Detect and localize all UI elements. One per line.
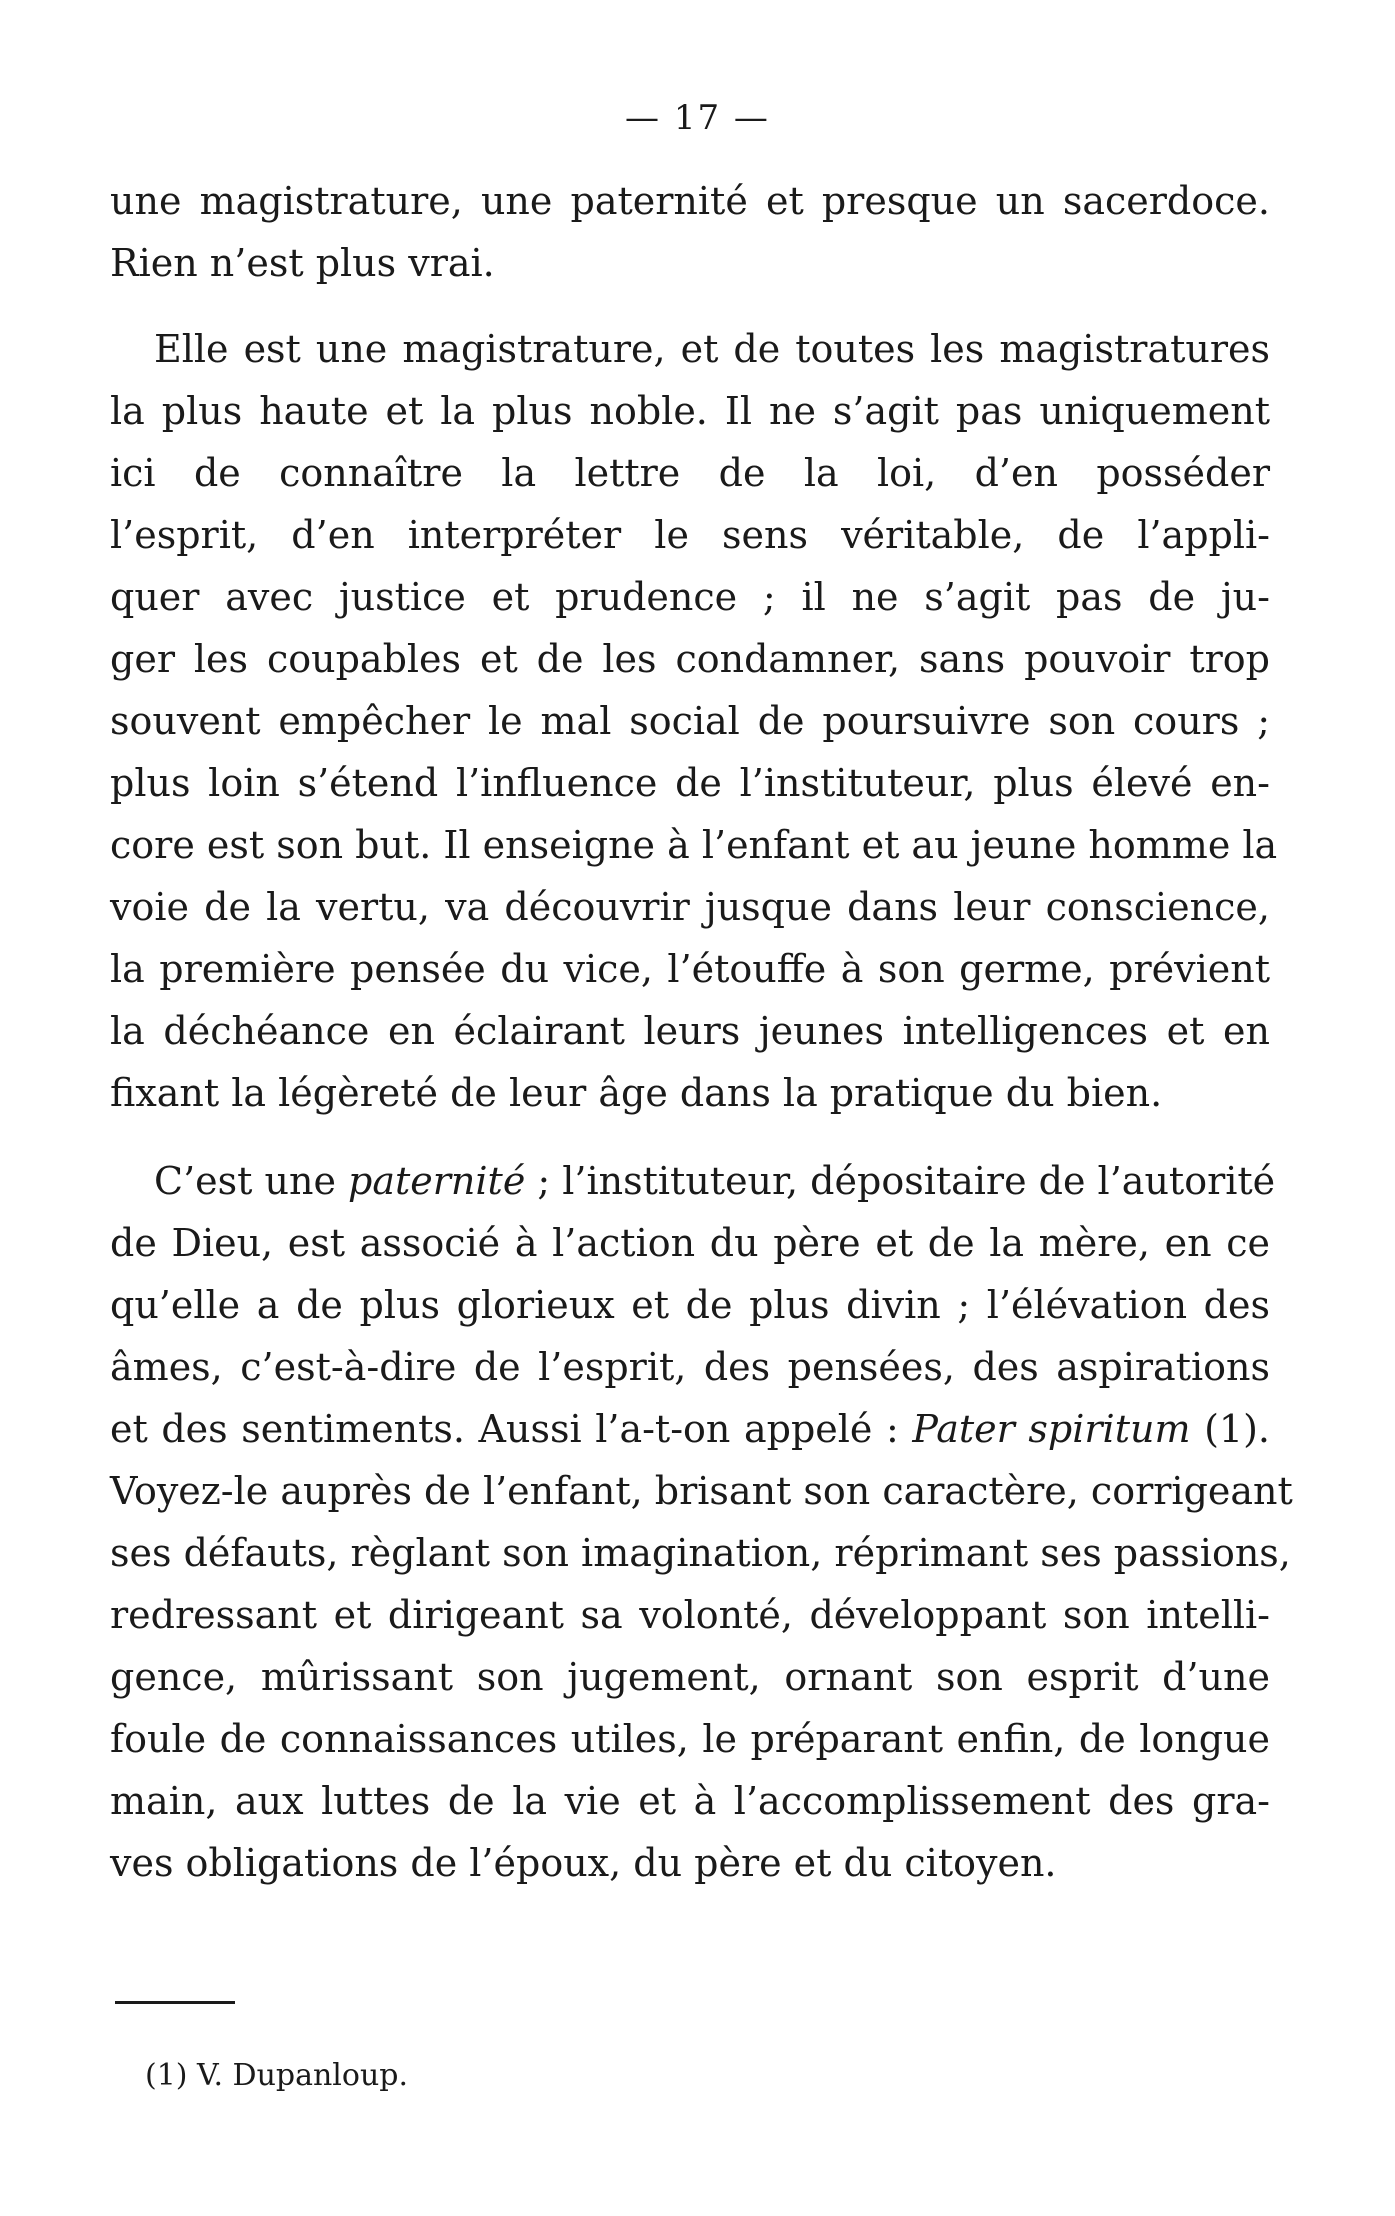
text-line: ves obligations de l’époux, du père et du citoyen. <box>110 1841 1057 1885</box>
text-line: ses défauts, règlant son imagination, réprimant ses passions, <box>110 1531 1291 1575</box>
footnote: (1) V. Dupanloup. <box>145 2058 409 2093</box>
text-line: la première pensée du vice, l’étouffe à son germe, prévient <box>110 947 1270 991</box>
text-line: quer avec justice et prudence ; il ne s’agit pas de ju- <box>110 575 1270 619</box>
text-line: plus loin s’étend l’influence de l’instituteur, plus élevé en- <box>110 761 1270 805</box>
text-line: gence, mûrissant son jugement, ornant son esprit d’une <box>110 1655 1270 1699</box>
text-line: une magistrature, une paternité et presque un sacerdoce. <box>110 179 1270 223</box>
italic-term: paternité <box>348 1159 526 1203</box>
text-line: ici de connaître la lettre de la loi, d’en posséder <box>110 451 1270 495</box>
text-line: âmes, c’est-à-dire de l’esprit, des pensées, des aspirations <box>110 1345 1270 1389</box>
italic-quote: Pater spiritum <box>912 1407 1191 1451</box>
text-line: Rien n’est plus vrai. <box>110 241 495 285</box>
text-line: qu’elle a de plus glorieux et de plus divin ; l’élévation des <box>110 1283 1270 1327</box>
text-line: core est son but. Il enseigne à l’enfant et au jeune homme la <box>110 823 1278 867</box>
text-line: l’esprit, d’en interpréter le sens véritable, de l’appli- <box>110 513 1270 557</box>
page-number: — 17 — <box>625 98 770 138</box>
text-line: fixant la légèreté de leur âge dans la pratique du bien. <box>110 1071 1163 1115</box>
text-line: voie de la vertu, va découvrir jusque dans leur conscience, <box>110 885 1270 929</box>
text-line: main, aux luttes de la vie et à l’accomplissement des gra- <box>110 1779 1270 1823</box>
paragraph-paternite <box>110 1150 1293 1894</box>
text-line: et des sentiments. Aussi l’a-t-on appelé : Pater spiritum (1). <box>110 1407 1270 1451</box>
text-line: ger les coupables et de les condamner, sans pouvoir trop <box>110 637 1270 681</box>
text-line: Voyez-le auprès de l’enfant, brisant son caractère, corrigeant <box>110 1469 1293 1513</box>
text-line: la déchéance en éclairant leurs jeunes intelligences et en <box>110 1009 1270 1053</box>
text-line: de Dieu, est associé à l’action du père et de la mère, en ce <box>110 1221 1270 1265</box>
paragraph-magistrature <box>110 318 1278 1124</box>
footnote-divider <box>115 2001 235 2004</box>
text-line: souvent empêcher le mal social de poursuivre son cours ; <box>110 699 1270 743</box>
text-line: Elle est une magistrature, et de toutes les magistratures <box>154 327 1270 371</box>
text-line: redressant et dirigeant sa volonté, développant son intelli- <box>110 1593 1270 1637</box>
footnote-ref: (1). <box>1190 1407 1270 1451</box>
paragraph-continuation <box>110 170 1270 294</box>
text-line: C’est une paternité ; l’instituteur, dépositaire de l’autorité <box>154 1159 1276 1203</box>
text-line: foule de connaissances utiles, le préparant enfin, de longue <box>110 1717 1270 1761</box>
text-line: la plus haute et la plus noble. Il ne s’agit pas uniquement <box>110 389 1270 433</box>
